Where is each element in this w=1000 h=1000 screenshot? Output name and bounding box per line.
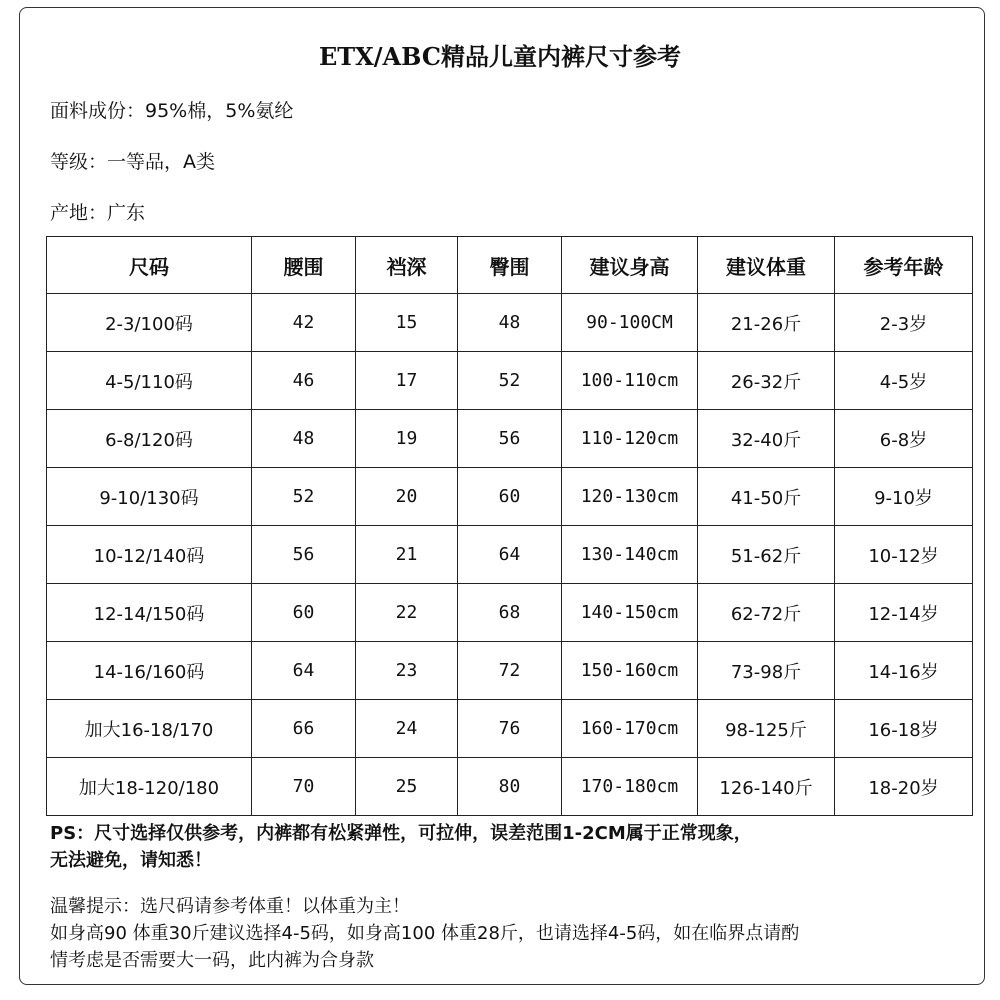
- cell-size: 10-12/140码: [47, 526, 252, 584]
- header-hip: 臀围: [458, 237, 562, 294]
- header-age: 参考年龄: [835, 237, 973, 294]
- cell-weight: 98-125斤: [698, 700, 835, 758]
- tip-note: [50, 893, 980, 974]
- cell-weight: 26-32斤: [698, 352, 835, 410]
- tip-line-1: 温馨提示：选尺码请参考体重！以体重为主！: [50, 896, 410, 917]
- cell-height: 120-130cm: [562, 468, 698, 526]
- cell-weight: 73-98斤: [698, 642, 835, 700]
- cell-hip: 56: [458, 410, 562, 468]
- cell-height: 100-110cm: [562, 352, 698, 410]
- cell-rise: 17: [356, 352, 458, 410]
- cell-waist: 48: [252, 410, 356, 468]
- cell-height: 130-140cm: [562, 526, 698, 584]
- cell-waist: 64: [252, 642, 356, 700]
- cell-age: 10-12岁: [835, 526, 973, 584]
- fabric-info: 面料成份：95%棉，5%氨纶: [50, 100, 294, 122]
- table-row: [47, 758, 973, 816]
- tip-line-3: 情考虑是否需要大一码，此内裤为合身款: [50, 950, 374, 971]
- cell-size: 2-3/100码: [47, 294, 252, 352]
- cell-hip: 52: [458, 352, 562, 410]
- cell-size: 9-10/130码: [47, 468, 252, 526]
- cell-hip: 64: [458, 526, 562, 584]
- cell-age: 6-8岁: [835, 410, 973, 468]
- cell-height: 90-100CM: [562, 294, 698, 352]
- tip-line-2: 如身高90 体重30斤建议选择4-5码，如身高100 体重28斤，也请选择4-5码，如在临界点请酌: [50, 923, 800, 944]
- cell-weight: 21-26斤: [698, 294, 835, 352]
- cell-hip: 60: [458, 468, 562, 526]
- ps-line-2: 无法避免，请知悉！: [50, 850, 212, 871]
- cell-age: 9-10岁: [835, 468, 973, 526]
- header-waist: 腰围: [252, 237, 356, 294]
- header-weight: 建议体重: [698, 237, 835, 294]
- origin-info: 产地：广东: [50, 202, 146, 224]
- cell-weight: 126-140斤: [698, 758, 835, 816]
- header-rise: 裆深: [356, 237, 458, 294]
- cell-waist: 52: [252, 468, 356, 526]
- cell-waist: 56: [252, 526, 356, 584]
- size-table: [46, 236, 973, 816]
- cell-waist: 60: [252, 584, 356, 642]
- cell-height: 160-170cm: [562, 700, 698, 758]
- table-header-row: [47, 237, 973, 294]
- cell-rise: 19: [356, 410, 458, 468]
- cell-size: 12-14/150码: [47, 584, 252, 642]
- cell-rise: 23: [356, 642, 458, 700]
- header-size: 尺码: [47, 237, 252, 294]
- cell-rise: 25: [356, 758, 458, 816]
- cell-hip: 72: [458, 642, 562, 700]
- cell-weight: 41-50斤: [698, 468, 835, 526]
- cell-size: 14-16/160码: [47, 642, 252, 700]
- cell-age: 16-18岁: [835, 700, 973, 758]
- cell-height: 140-150cm: [562, 584, 698, 642]
- header-height: 建议身高: [562, 237, 698, 294]
- table-row: [47, 642, 973, 700]
- cell-rise: 20: [356, 468, 458, 526]
- table-row: [47, 526, 973, 584]
- cell-size: 4-5/110码: [47, 352, 252, 410]
- ps-line-1: PS：尺寸选择仅供参考，内裤都有松紧弹性，可拉伸，误差范围1-2CM属于正常现象，: [50, 823, 752, 844]
- table-row: [47, 584, 973, 642]
- cell-height: 110-120cm: [562, 410, 698, 468]
- ps-note: [50, 820, 960, 874]
- cell-hip: 80: [458, 758, 562, 816]
- cell-height: 170-180cm: [562, 758, 698, 816]
- cell-size: 加大16-18/170: [47, 700, 252, 758]
- cell-hip: 76: [458, 700, 562, 758]
- cell-age: 12-14岁: [835, 584, 973, 642]
- table-row: [47, 352, 973, 410]
- grade-info: 等级：一等品，A类: [50, 151, 215, 173]
- cell-waist: 46: [252, 352, 356, 410]
- cell-weight: 51-62斤: [698, 526, 835, 584]
- cell-rise: 15: [356, 294, 458, 352]
- cell-rise: 21: [356, 526, 458, 584]
- cell-age: 14-16岁: [835, 642, 973, 700]
- table-row: [47, 468, 973, 526]
- cell-waist: 70: [252, 758, 356, 816]
- cell-age: 18-20岁: [835, 758, 973, 816]
- cell-size: 6-8/120码: [47, 410, 252, 468]
- cell-waist: 42: [252, 294, 356, 352]
- cell-weight: 62-72斤: [698, 584, 835, 642]
- cell-size: 加大18-120/180: [47, 758, 252, 816]
- cell-weight: 32-40斤: [698, 410, 835, 468]
- cell-waist: 66: [252, 700, 356, 758]
- table-row: [47, 294, 973, 352]
- table-row: [47, 410, 973, 468]
- table-row: [47, 700, 973, 758]
- cell-rise: 24: [356, 700, 458, 758]
- page-title: ETX/ABC精品儿童内裤尺寸参考: [319, 42, 681, 71]
- cell-hip: 68: [458, 584, 562, 642]
- cell-age: 4-5岁: [835, 352, 973, 410]
- cell-hip: 48: [458, 294, 562, 352]
- cell-rise: 22: [356, 584, 458, 642]
- cell-height: 150-160cm: [562, 642, 698, 700]
- cell-age: 2-3岁: [835, 294, 973, 352]
